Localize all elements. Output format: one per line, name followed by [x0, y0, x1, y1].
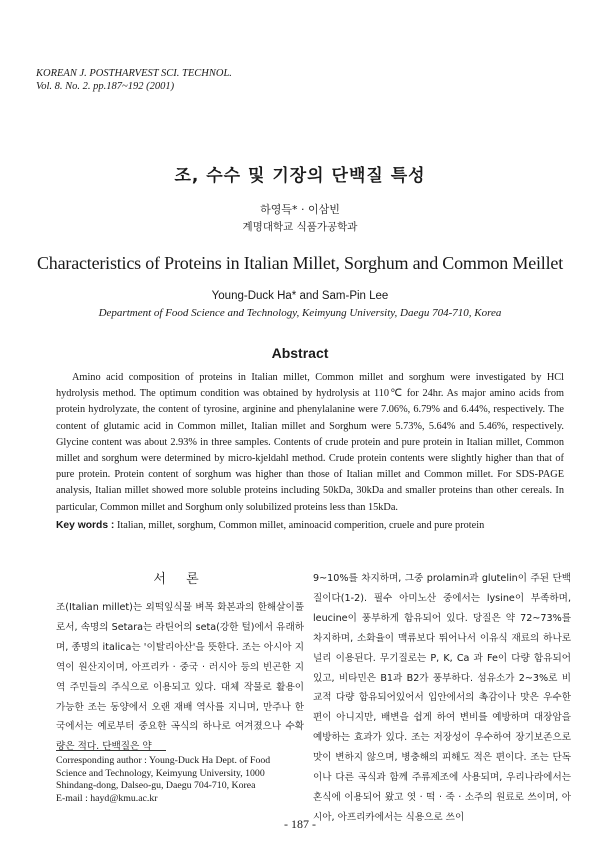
journal-header	[36, 67, 232, 93]
corresponding-email: E-mail : hayd@kmu.ac.kr	[56, 792, 158, 804]
corresponding-author-note	[56, 755, 306, 805]
korean-title: 조, 수수 및 기장의 단백질 특성	[174, 166, 426, 186]
intro-left-paragraph: 조(Italian millet)는 외떡잎식물 벼목 화본과의 한해살이풀로서, 속명의 Setara는 라틴어의 seta(강한 털)에서 유래하며, 종명의 italica는 '이탈리아산'을 뜻한다. 조는 아시아 지역이 원산지이며, 아프리카 · 중국 · 러시아 등의 빈곤한 지역 주민들의 주식으로 이용되고 있다. 대체 작물로 활용이 가능한 조는 동양에서 오랜 재배 역사를 지니며, 만주나 한국에서는 예로부터 중요한 곡식의 하나로 여겨졌으나 수확량은 적다. 단백질은 약	[56, 602, 304, 753]
footnote-divider	[56, 750, 166, 751]
keywords-text: Italian, millet, sorghum, Common millet, aminoacid comperition, cruele and pure protein	[116, 520, 485, 531]
intro-right-paragraph: 9~10%를 차지하며, 그중 prolamin과 glutelin이 주된 단백질이다(1-2). 필수 아미노산 중에서는 lysine이 부족하며, leucine이 풍부하게 함유되어 있다. 당질은 약 72~73%를 차지하며, 소화율이 맥류보다 뛰어나서 이유식 재료의 하나로 널리 이용된다. 무기질로는 P, K, Ca 과 Fe이 다량 함유되어 있고, 비타민은 B1과 B2가 풍부하다. 섬유소가 2~3%로 비교적 다량 함유되어있어서 입안에서의 촉감이나 맛은 우수한 편이 아니지만, 배변을 쉽게 하여 변비를 예방하며 대장암을 예방하는 효과가 있다. 조는 저장성이 우수하여 장기보존으로 맛이 변하지 않으며, 병충해의 피해도 적은 편이다. 조는 단독이나 다른 곡식과 함께 주류제조에 사용되며, 우리나라에서는 혼식에 이용되어 왔고 엿 · 떡 · 죽 · 소주의 원료로 쓰이며, 아시아, 아프리카에서는 식용으로 쓰이	[313, 573, 571, 823]
keywords	[56, 520, 566, 531]
english-affiliation: Department of Food Science and Technology, Keimyung University, Daegu 704-710, Korea	[98, 307, 502, 319]
korean-authors: 하영득* · 이삼빈	[260, 203, 340, 216]
keywords-label: Key words :	[56, 520, 115, 531]
corresponding-line: Corresponding author : Young-Duck Ha Dept. of Food	[56, 755, 271, 766]
intro-right-column	[313, 569, 571, 828]
journal-name: KOREAN J. POSTHARVEST SCI. TECHNOL.	[36, 68, 232, 79]
intro-left-column	[56, 598, 304, 757]
abstract-heading: Abstract	[271, 345, 329, 361]
abstract-body: Amino acid composition of proteins in Italian millet, Common millet and sorghum were investigated by HCl hydrolysis method. The optimum condition was obtained by hydrolysis at 110℃ for 24hr. As major amino acids from protein hydrolyzate, the content of tyrosine, arginine and phenylalanine were 7.06%, 6.79% and 6.44%, respectively. The content of glutamic acid in Common millet, Italian millet and Sorghum were 5.73%, 5.64% and 5.46%, respectively. Glycine content was about 2.93% in three samples. Contents of crude protein and pure protein in Italian millet, Common millet and sorghum were determined by micro-kjeldahl method. Crude protein contents were slightly higher than that of pure protein. Protein content of sorghum was higher than those of Italian millet and Common millet. For SDS-PAGE analysis, Italian millet showed more soluble proteins including 50kDa, 30kDa and smaller proteins than other cereals. In particular, Common millet and Sorghum only solubilized proteins less than 15kDa.	[56, 372, 564, 513]
english-title: Characteristics of Proteins in Italian Millet, Sorghum and Common Meillet	[37, 253, 563, 273]
corresponding-line: Science and Technology, Keimyung University, 1000	[56, 767, 265, 779]
page-number: - 187 -	[284, 817, 316, 831]
introduction-heading: 서 론	[153, 572, 207, 587]
journal-volume: Vol. 8. No. 2. pp.187~192 (2001)	[36, 81, 175, 92]
korean-affiliation: 계명대학교 식품가공학과	[242, 221, 358, 233]
english-authors: Young-Duck Ha* and Sam-Pin Lee	[211, 290, 389, 302]
corresponding-line: Shindang-dong, Dalseo-gu, Daegu 704-710, Korea	[56, 780, 256, 792]
